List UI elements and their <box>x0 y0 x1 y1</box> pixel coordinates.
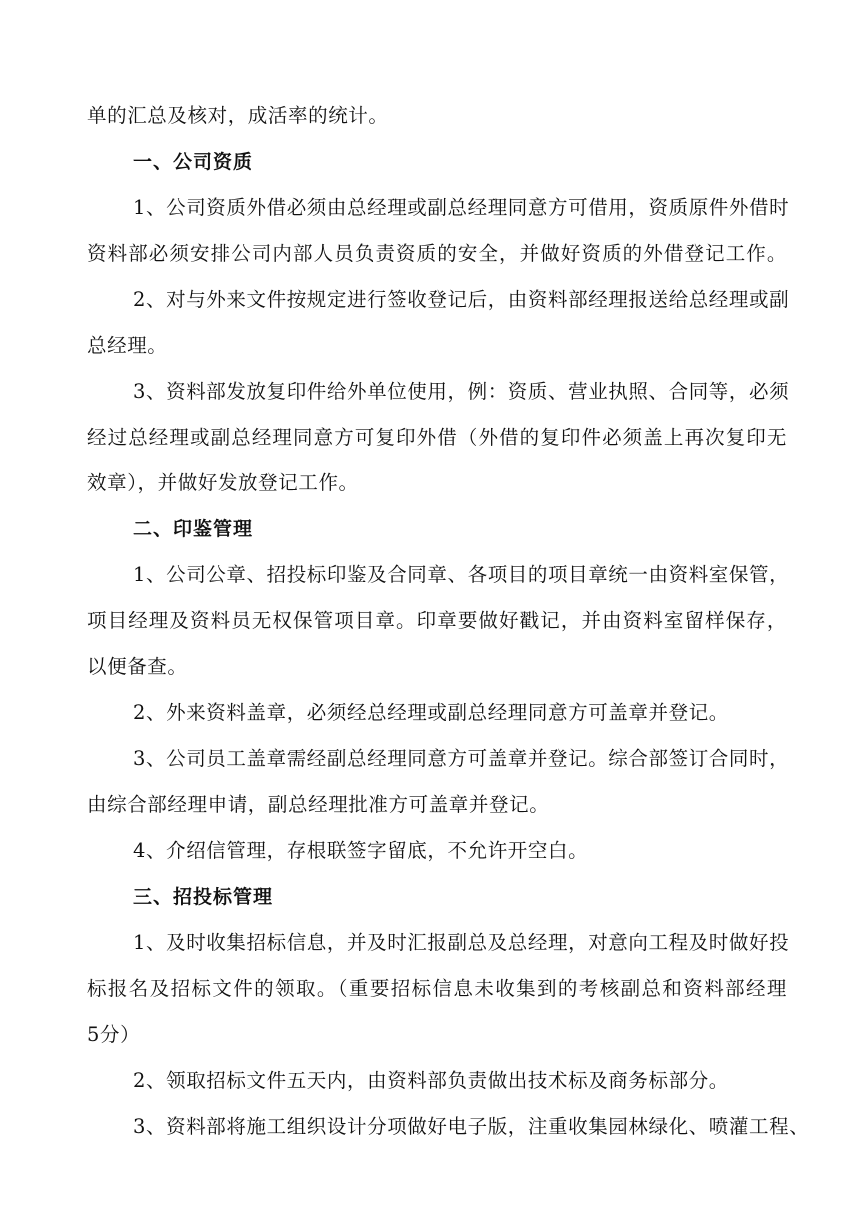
body-line-13: 以便备查。 <box>87 655 188 678</box>
body-line-5: 2、对与外来文件按规定进行签收登记后，由资料部经理报送给总经理或副 <box>133 288 790 311</box>
body-line-14: 2、外来资料盖章，必须经总经理或副总经理同意方可盖章并登记。 <box>133 701 729 724</box>
body-line-6: 总经理。 <box>87 334 168 357</box>
body-line-23: 3、资料部将施工组织设计分项做好电子版，注重收集园林绿化、喷灌工程、 <box>133 1115 810 1138</box>
body-line-1: 单的汇总及核对，成活率的统计。 <box>87 104 389 127</box>
section-heading-bidding-management: 三、招投标管理 <box>133 886 274 908</box>
body-line-20: 标报名及招标文件的领取。（重要招标信息未收集到的考核副总和资料部经理 <box>87 977 787 1000</box>
section-heading-company-qualification: 一、公司资质 <box>133 151 254 173</box>
body-line-17: 4、介绍信管理，存根联签字留底，不允许开空白。 <box>133 839 589 862</box>
body-line-8: 经过总经理或副总经理同意方可复印外借（外借的复印件必须盖上再次复印无 <box>87 426 787 449</box>
body-line-16: 由综合部经理申请，副总经理批准方可盖章并登记。 <box>87 793 550 816</box>
body-line-7: 3、资料部发放复印件给外单位使用，例：资质、营业执照、合同等，必须 <box>133 380 790 403</box>
body-line-12: 项目经理及资料员无权保管项目章。印章要做好戳记，并由资料室留样保存， <box>87 609 787 632</box>
body-line-19: 1、及时收集招标信息，并及时汇报副总及总经理，对意向工程及时做好投 <box>133 931 790 954</box>
body-line-11: 1、公司公章、招投标印鉴及合同章、各项目的项目章统一由资料室保管， <box>133 563 790 586</box>
body-line-3: 1、公司资质外借必须由总经理或副总经理同意方可借用，资质原件外借时 <box>133 196 790 219</box>
body-line-22: 2、领取招标文件五天内，由资料部负责做出技术标及商务标部分。 <box>133 1069 729 1092</box>
body-line-21: 5分） <box>87 1023 141 1046</box>
body-line-15: 3、公司员工盖章需经副总经理同意方可盖章并登记。综合部签订合同时， <box>133 747 790 770</box>
body-line-9: 效章），并做好发放登记工作。 <box>87 471 359 494</box>
section-heading-seal-management: 二、印鉴管理 <box>133 518 254 540</box>
body-line-4: 资料部必须安排公司内部人员负责资质的安全，并做好资质的外借登记工作。 <box>87 242 787 265</box>
